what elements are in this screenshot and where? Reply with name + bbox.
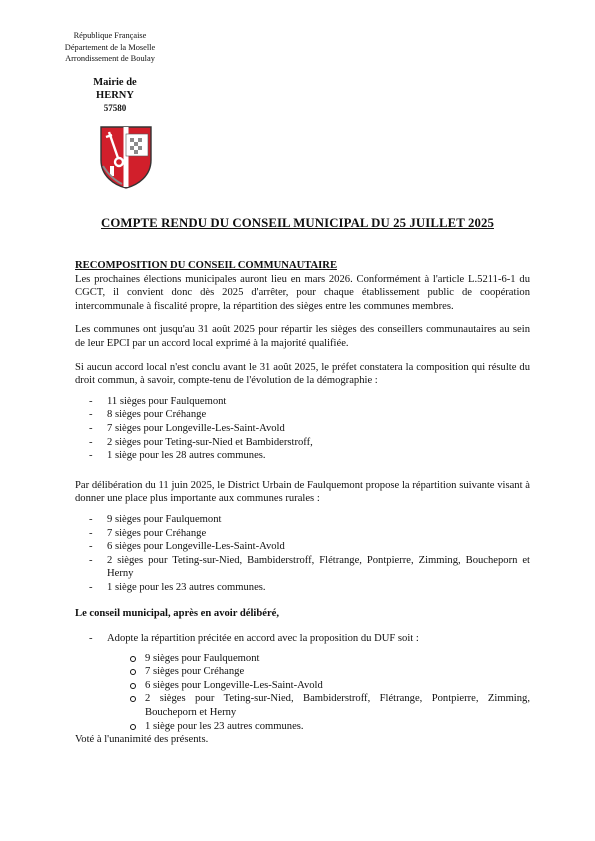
list-item: - 11 sièges pour Faulquemont (75, 395, 530, 409)
header-line: République Française (73, 31, 147, 40)
list-item: 2 sièges pour Teting-sur-Nied, Bambiderstroff, Flétrange, Pontpierre, Zimming, Boucheporn et Herny (75, 692, 530, 719)
mairie-label: Mairie de (93, 77, 137, 88)
document-title: COMPTE RENDU DU CONSEIL MUNICIPAL DU 25 JUILLET 2025 (101, 216, 494, 230)
adopted-list (75, 652, 530, 734)
mairie-block (80, 76, 150, 115)
header-line: Arrondissement de Boulay (65, 54, 155, 63)
commune-name: HERNY (96, 90, 134, 101)
list-item: 1 siège pour les 23 autres communes. (75, 720, 530, 734)
paragraph: Si aucun accord local n'est conclu avant le 31 août 2025, le préfet constatera la composition qui résulte du droit commun, à savoir, compte-tenu de l'évolution de la démographie : (75, 361, 530, 387)
adopt-list (75, 632, 530, 646)
header-line: Département de la Moselle (64, 42, 156, 52)
section-heading: RECOMPOSITION DU CONSEIL COMMUNAUTAIRE (75, 260, 338, 271)
paragraph: Les prochaines élections municipales auront lieu en mars 2026. Conformément à l'article L.5211-6-1 du CGCT, il convient donc dès 2025 d'arrêter, pour chaque établissement public de coopération intercommunale à fiscalité propre, la répartition des sièges entre les communes membres. (75, 273, 530, 312)
list-item: - 7 sièges pour Longeville-Les-Saint-Avold (75, 422, 530, 436)
list-item: - 1 siège pour les 23 autres communes. (75, 581, 530, 595)
council-heading: Le conseil municipal, après en avoir délibéré, (75, 608, 280, 620)
list-item: 6 sièges pour Longeville-Les-Saint-Avold (75, 679, 530, 693)
paragraph: Par délibération du 11 juin 2025, le District Urbain de Faulquemont propose la répartition suivante visant à donner une place plus importante aux communes rurales : (75, 479, 530, 505)
list-item: 9 sièges pour Faulquemont (75, 652, 530, 666)
droit-commun-list (75, 395, 530, 463)
administrative-header (60, 30, 160, 65)
proposal-list (75, 513, 530, 595)
list-item: - 6 sièges pour Longeville-Les-Saint-Avold (75, 540, 530, 554)
vote-result: Voté à l'unanimité des présents. (75, 734, 209, 746)
list-item: - Adopte la répartition précitée en accord avec la proposition du DUF soit : (75, 632, 530, 646)
list-item: - 9 sièges pour Faulquemont (75, 513, 530, 527)
list-item: - 8 sièges pour Créhange (75, 408, 530, 422)
minutes-body (75, 259, 530, 747)
coat-of-arms-icon (98, 124, 154, 190)
paragraph: Les communes ont jusqu'au 31 août 2025 pour répartir les sièges des conseillers communautaires au sein de leur EPCI par un accord local exprimé à la majorité qualifiée. (75, 324, 530, 349)
postcode: 57580 (103, 103, 127, 113)
list-item: - 2 sièges pour Teting-sur-Nied, Bambiderstroff, Flétrange, Pontpierre, Zimming, Boucheporn et Herny (75, 554, 530, 581)
list-item: - 2 sièges pour Teting-sur-Nied et Bambiderstroff, (75, 436, 530, 450)
list-item: 7 sièges pour Créhange (75, 665, 530, 679)
list-item: - 7 sièges pour Créhange (75, 527, 530, 541)
list-item: - 1 siège pour les 28 autres communes. (75, 449, 530, 463)
